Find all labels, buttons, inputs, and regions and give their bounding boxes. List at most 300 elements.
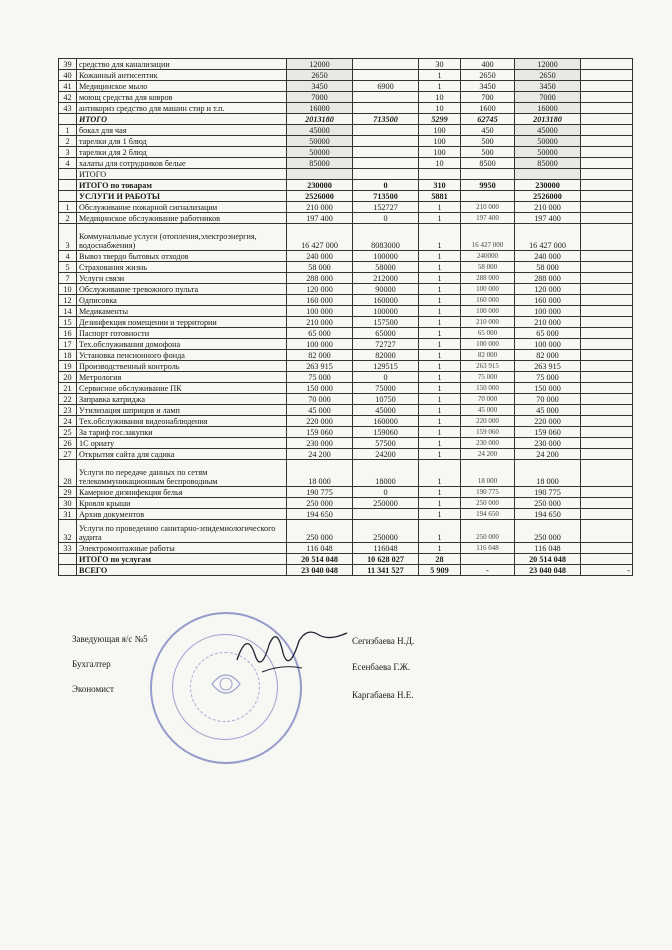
item-name: Дезинфекция помещении и территории	[77, 317, 287, 328]
amount-cell: 288 000	[287, 273, 353, 284]
fact-cell: 0	[353, 180, 419, 191]
row-number: 10	[59, 284, 77, 295]
quantity-cell: 5299	[419, 114, 461, 125]
price-cell: 250 000	[461, 498, 515, 509]
price-cell: 240000	[461, 251, 515, 262]
total-cell: 7000	[515, 92, 581, 103]
table-row	[59, 295, 633, 306]
fact-cell: 10750	[353, 394, 419, 405]
amount-cell: 58 000	[287, 262, 353, 273]
fact-cell: 152727	[353, 202, 419, 213]
quantity-cell: 310	[419, 180, 461, 191]
item-name: Тех.обслуживания видеонаблюдения	[77, 416, 287, 427]
fact-cell	[353, 92, 419, 103]
quantity-cell: 1	[419, 520, 461, 543]
table-row	[59, 460, 633, 487]
fact-cell: 8083000	[353, 224, 419, 251]
item-name: За тариф гос.закупки	[77, 427, 287, 438]
price-cell	[461, 191, 515, 202]
quantity-cell: 1	[419, 416, 461, 427]
item-name: тарелки для 2 блюд	[77, 147, 287, 158]
row-number: 23	[59, 405, 77, 416]
fact-cell	[353, 158, 419, 169]
quantity-cell: 1	[419, 449, 461, 460]
price-cell: 2650	[461, 70, 515, 81]
quantity-cell: 1	[419, 427, 461, 438]
price-cell: -	[461, 565, 515, 576]
quantity-cell: 1	[419, 273, 461, 284]
note-cell: -	[581, 565, 633, 576]
amount-cell	[287, 169, 353, 180]
fact-cell: 100000	[353, 306, 419, 317]
table-row	[59, 262, 633, 273]
note-cell	[581, 520, 633, 543]
head-label: Заведующая я/с №5	[72, 634, 148, 644]
item-name: бокал для чая	[77, 125, 287, 136]
price-cell: 3450	[461, 81, 515, 92]
item-name: Коммунальные услуги (отопления,электроэнергия, водоснабжения)	[77, 224, 287, 251]
note-cell	[581, 498, 633, 509]
total-cell: 120 000	[515, 284, 581, 295]
total-cell: 58 000	[515, 262, 581, 273]
amount-cell: 159 060	[287, 427, 353, 438]
table-row	[59, 427, 633, 438]
price-cell: 24 200	[461, 449, 515, 460]
amount-cell: 16000	[287, 103, 353, 114]
fact-cell: 713500	[353, 114, 419, 125]
amount-cell: 116 048	[287, 543, 353, 554]
quantity-cell: 1	[419, 70, 461, 81]
item-name: Тех.обслуживания домофона	[77, 339, 287, 350]
fact-cell	[353, 59, 419, 70]
price-cell: 65 000	[461, 328, 515, 339]
note-cell	[581, 136, 633, 147]
amount-cell: 7000	[287, 92, 353, 103]
note-cell	[581, 81, 633, 92]
fact-cell	[353, 70, 419, 81]
row-number: 33	[59, 543, 77, 554]
row-number: 1	[59, 125, 77, 136]
row-number: 2	[59, 213, 77, 224]
total-cell: 50000	[515, 147, 581, 158]
amount-cell: 250 000	[287, 520, 353, 543]
quantity-cell: 10	[419, 158, 461, 169]
item-name: ИТОГО по товарам	[77, 180, 287, 191]
amount-cell: 20 514 048	[287, 554, 353, 565]
fact-cell: 75000	[353, 383, 419, 394]
item-name: Одписовка	[77, 295, 287, 306]
note-cell	[581, 224, 633, 251]
note-cell	[581, 350, 633, 361]
fact-cell: 159060	[353, 427, 419, 438]
note-cell	[581, 405, 633, 416]
total-cell: 24 200	[515, 449, 581, 460]
total-cell: 150 000	[515, 383, 581, 394]
quantity-cell: 1	[419, 213, 461, 224]
price-cell: 45 000	[461, 405, 515, 416]
total-cell: 288 000	[515, 273, 581, 284]
quantity-cell: 1	[419, 284, 461, 295]
amount-cell: 85000	[287, 158, 353, 169]
note-cell	[581, 191, 633, 202]
note-cell	[581, 339, 633, 350]
total-cell: 194 650	[515, 509, 581, 520]
quantity-cell: 1	[419, 383, 461, 394]
amount-cell: 240 000	[287, 251, 353, 262]
note-cell	[581, 372, 633, 383]
quantity-cell: 100	[419, 136, 461, 147]
table-row	[59, 125, 633, 136]
price-cell	[461, 554, 515, 565]
table-row	[59, 520, 633, 543]
row-number: 3	[59, 224, 77, 251]
row-number: 3	[59, 147, 77, 158]
table-row	[59, 273, 633, 284]
fact-cell: 250000	[353, 498, 419, 509]
amount-cell: 100 000	[287, 339, 353, 350]
note-cell	[581, 180, 633, 191]
row-number: 18	[59, 350, 77, 361]
quantity-cell: 1	[419, 295, 461, 306]
price-cell: 58 000	[461, 262, 515, 273]
item-name: Открытия сайта для садика	[77, 449, 287, 460]
fact-cell: 157500	[353, 317, 419, 328]
quantity-cell: 28	[419, 554, 461, 565]
total-cell: 82 000	[515, 350, 581, 361]
fact-cell: 45000	[353, 405, 419, 416]
row-number: 42	[59, 92, 77, 103]
quantity-cell: 1	[419, 509, 461, 520]
amount-cell: 230000	[287, 180, 353, 191]
price-cell: 100 000	[461, 284, 515, 295]
quantity-cell: 1	[419, 202, 461, 213]
row-number: 4	[59, 251, 77, 262]
price-cell: 18 000	[461, 460, 515, 487]
total-cell: 159 060	[515, 427, 581, 438]
note-cell	[581, 295, 633, 306]
note-cell	[581, 460, 633, 487]
note-cell	[581, 213, 633, 224]
table-row	[59, 103, 633, 114]
economist-label: Экономист	[72, 684, 114, 694]
amount-cell: 23 040 048	[287, 565, 353, 576]
table-row	[59, 81, 633, 92]
note-cell	[581, 394, 633, 405]
total-cell: 250 000	[515, 498, 581, 509]
price-cell: 116 048	[461, 543, 515, 554]
table-row	[59, 372, 633, 383]
price-cell: 220 000	[461, 416, 515, 427]
table-row	[59, 158, 633, 169]
table-row	[59, 543, 633, 554]
row-number	[59, 169, 77, 180]
quantity-cell: 1	[419, 394, 461, 405]
amount-cell: 120 000	[287, 284, 353, 295]
table-row	[59, 509, 633, 520]
total-cell: 100 000	[515, 339, 581, 350]
quantity-cell: 1	[419, 372, 461, 383]
note-cell	[581, 438, 633, 449]
item-name: Вывоз твердо бытовых отходов	[77, 251, 287, 262]
quantity-cell: 1	[419, 262, 461, 273]
total-cell: 240 000	[515, 251, 581, 262]
note-cell	[581, 125, 633, 136]
fact-cell: 57500	[353, 438, 419, 449]
fact-cell: 6900	[353, 81, 419, 92]
note-cell	[581, 328, 633, 339]
accountant-name: Есенбаева Г.Ж.	[352, 662, 411, 672]
total-cell: 250 000	[515, 520, 581, 543]
table-row	[59, 92, 633, 103]
note-cell	[581, 273, 633, 284]
amount-cell: 24 200	[287, 449, 353, 460]
fact-cell: 0	[353, 213, 419, 224]
total-cell: 2013180	[515, 114, 581, 125]
note-cell	[581, 284, 633, 295]
row-number: 32	[59, 520, 77, 543]
price-cell: 16 427 000	[461, 224, 515, 251]
row-number: 12	[59, 295, 77, 306]
row-number: 14	[59, 306, 77, 317]
row-number: 25	[59, 427, 77, 438]
economist-name: Каргабаева Н.Е.	[352, 690, 414, 700]
item-name: Сервисное обслуживание ПК	[77, 383, 287, 394]
item-name: ИТОГО	[77, 114, 287, 125]
fact-cell	[353, 147, 419, 158]
table-row	[59, 169, 633, 180]
amount-cell: 70 000	[287, 394, 353, 405]
row-number: 43	[59, 103, 77, 114]
total-cell: 160 000	[515, 295, 581, 306]
row-number: 7	[59, 273, 77, 284]
quantity-cell: 1	[419, 460, 461, 487]
fact-cell: 250000	[353, 520, 419, 543]
price-cell: 100 000	[461, 339, 515, 350]
amount-cell: 2526000	[287, 191, 353, 202]
total-cell: 197 400	[515, 213, 581, 224]
fact-cell: 160000	[353, 416, 419, 427]
note-cell	[581, 103, 633, 114]
price-cell: 9950	[461, 180, 515, 191]
table-row	[59, 70, 633, 81]
table-row	[59, 498, 633, 509]
table-row	[59, 136, 633, 147]
price-cell: 194 650	[461, 509, 515, 520]
fact-cell	[353, 136, 419, 147]
quantity-cell: 100	[419, 147, 461, 158]
table-row	[59, 361, 633, 372]
total-cell: 3450	[515, 81, 581, 92]
price-cell: 700	[461, 92, 515, 103]
row-number: 20	[59, 372, 77, 383]
row-number: 2	[59, 136, 77, 147]
note-cell	[581, 202, 633, 213]
amount-cell: 230 000	[287, 438, 353, 449]
total-cell: 263 915	[515, 361, 581, 372]
note-cell	[581, 554, 633, 565]
item-name: Обслуживание пожарной сигнализации	[77, 202, 287, 213]
total-cell: 16000	[515, 103, 581, 114]
amount-cell: 3450	[287, 81, 353, 92]
table-row	[59, 339, 633, 350]
note-cell	[581, 383, 633, 394]
note-cell	[581, 251, 633, 262]
item-name: Производственный контроль	[77, 361, 287, 372]
handwritten-signature	[232, 620, 352, 680]
table-row	[59, 317, 633, 328]
amount-cell: 18 000	[287, 460, 353, 487]
row-number	[59, 565, 77, 576]
row-number: 31	[59, 509, 77, 520]
amount-cell: 160 000	[287, 295, 353, 306]
table-row	[59, 328, 633, 339]
quantity-cell: 1	[419, 251, 461, 262]
note-cell	[581, 262, 633, 273]
price-cell: 150 000	[461, 383, 515, 394]
amount-cell: 50000	[287, 147, 353, 158]
quantity-cell: 1	[419, 317, 461, 328]
note-cell	[581, 543, 633, 554]
price-cell: 500	[461, 136, 515, 147]
row-number: 22	[59, 394, 77, 405]
quantity-cell: 5881	[419, 191, 461, 202]
row-number: 41	[59, 81, 77, 92]
total-cell: 16 427 000	[515, 224, 581, 251]
item-name: ИТОГО по услугам	[77, 554, 287, 565]
table-row	[59, 438, 633, 449]
total-cell: 210 000	[515, 202, 581, 213]
table-row	[59, 394, 633, 405]
row-number: 16	[59, 328, 77, 339]
note-cell	[581, 147, 633, 158]
fact-cell	[353, 103, 419, 114]
table-row	[59, 350, 633, 361]
quantity-cell: 1	[419, 543, 461, 554]
amount-cell: 194 650	[287, 509, 353, 520]
price-cell: 159 060	[461, 427, 515, 438]
table-row	[59, 59, 633, 70]
item-name: Медицинское мыло	[77, 81, 287, 92]
price-cell: 197 400	[461, 213, 515, 224]
row-number: 24	[59, 416, 77, 427]
total-cell: 230 000	[515, 438, 581, 449]
table-row	[59, 383, 633, 394]
item-name: тарелки для 1 блюд	[77, 136, 287, 147]
table-row	[59, 416, 633, 427]
table-row	[59, 284, 633, 295]
quantity-cell: 10	[419, 103, 461, 114]
note-cell	[581, 427, 633, 438]
total-cell: 100 000	[515, 306, 581, 317]
amount-cell: 65 000	[287, 328, 353, 339]
row-number	[59, 114, 77, 125]
table-row	[59, 224, 633, 251]
note-cell	[581, 59, 633, 70]
row-number: 17	[59, 339, 77, 350]
amount-cell: 210 000	[287, 317, 353, 328]
amount-cell: 45 000	[287, 405, 353, 416]
quantity-cell: 1	[419, 487, 461, 498]
fact-cell	[353, 169, 419, 180]
row-number: 4	[59, 158, 77, 169]
price-cell: 250 000	[461, 520, 515, 543]
quantity-cell: 10	[419, 92, 461, 103]
budget-table-sheet	[58, 58, 632, 576]
note-cell	[581, 416, 633, 427]
total-cell: 85000	[515, 158, 581, 169]
amount-cell: 45000	[287, 125, 353, 136]
fact-cell: 0	[353, 372, 419, 383]
quantity-cell: 30	[419, 59, 461, 70]
table-row	[59, 147, 633, 158]
fact-cell: 129515	[353, 361, 419, 372]
table-row	[59, 306, 633, 317]
item-name: Услуги связи	[77, 273, 287, 284]
item-name: Медицинское обслуживание работников	[77, 213, 287, 224]
amount-cell: 2650	[287, 70, 353, 81]
item-name: 1С ориату	[77, 438, 287, 449]
total-cell: 2526000	[515, 191, 581, 202]
item-name: моющ средства для ковров	[77, 92, 287, 103]
quantity-cell: 1	[419, 361, 461, 372]
price-cell: 62745	[461, 114, 515, 125]
amount-cell: 16 427 000	[287, 224, 353, 251]
fact-cell	[353, 509, 419, 520]
total-cell	[515, 169, 581, 180]
row-number: 1	[59, 202, 77, 213]
total-cell: 23 040 048	[515, 565, 581, 576]
quantity-cell: 1	[419, 306, 461, 317]
fact-cell: 72727	[353, 339, 419, 350]
quantity-cell: 1	[419, 498, 461, 509]
fact-cell: 116048	[353, 543, 419, 554]
price-cell: 288 000	[461, 273, 515, 284]
price-cell: 190 775	[461, 487, 515, 498]
item-name: Архив документов	[77, 509, 287, 520]
price-cell: 100 000	[461, 306, 515, 317]
amount-cell: 100 000	[287, 306, 353, 317]
amount-cell: 210 000	[287, 202, 353, 213]
fact-cell: 82000	[353, 350, 419, 361]
total-cell: 20 514 048	[515, 554, 581, 565]
fact-cell: 212000	[353, 273, 419, 284]
amount-cell: 220 000	[287, 416, 353, 427]
table-row	[59, 191, 633, 202]
row-number: 40	[59, 70, 77, 81]
amount-cell: 82 000	[287, 350, 353, 361]
note-cell	[581, 70, 633, 81]
item-name: Метрология	[77, 372, 287, 383]
item-name: Кожанный антисептик	[77, 70, 287, 81]
table-row	[59, 565, 633, 576]
fact-cell: 160000	[353, 295, 419, 306]
total-cell: 45 000	[515, 405, 581, 416]
note-cell	[581, 169, 633, 180]
table-row	[59, 251, 633, 262]
quantity-cell: 1	[419, 405, 461, 416]
row-number: 28	[59, 460, 77, 487]
table-row	[59, 180, 633, 191]
item-name: Заправка катриджа	[77, 394, 287, 405]
price-cell: 210 000	[461, 317, 515, 328]
price-cell: 263 915	[461, 361, 515, 372]
price-cell: 1600	[461, 103, 515, 114]
total-cell: 45000	[515, 125, 581, 136]
quantity-cell	[419, 169, 461, 180]
item-name: Кровля крыши	[77, 498, 287, 509]
accountant-label: Бухгалтер	[72, 659, 111, 669]
amount-cell: 263 915	[287, 361, 353, 372]
